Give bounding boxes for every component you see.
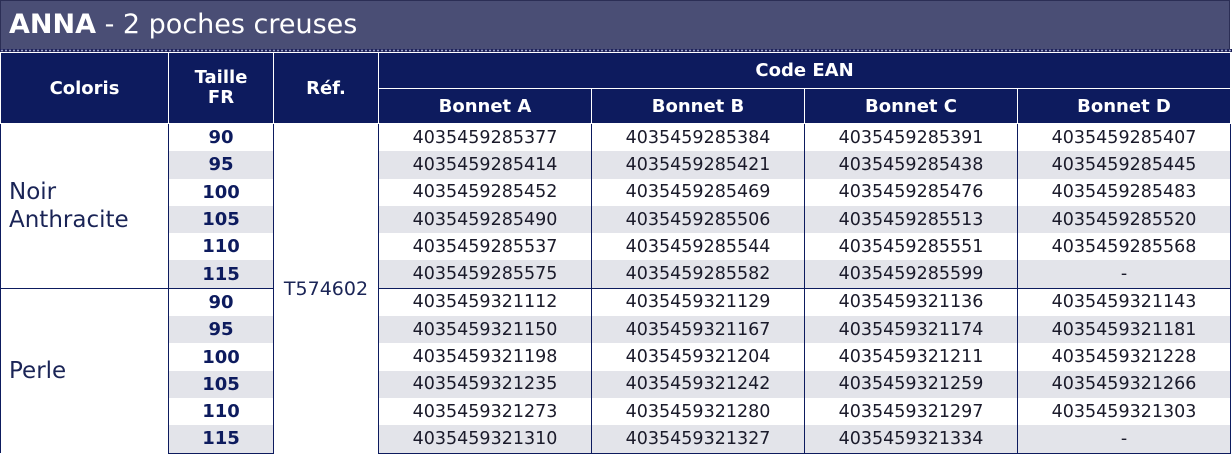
- ean-cell: 4035459285377: [379, 124, 592, 152]
- ean-cell: 4035459285520: [1018, 206, 1231, 233]
- size-cell: 90: [169, 124, 274, 152]
- size-cell: 100: [169, 343, 274, 370]
- coloris-label: Anthracite: [9, 206, 129, 233]
- table-row: [1, 288, 1231, 316]
- ean-cell: 4035459321327: [592, 425, 805, 453]
- title-description: - 2 poches creuses: [96, 9, 358, 40]
- ean-cell: 4035459321198: [379, 343, 592, 370]
- ean-cell: -: [1018, 260, 1231, 288]
- ean-cell: 4035459321259: [805, 371, 1018, 398]
- table-row: [1, 151, 1231, 178]
- ean-cell: 4035459285544: [592, 233, 805, 260]
- ean-cell: 4035459285384: [592, 124, 805, 152]
- table-row: [1, 343, 1231, 370]
- ean-cell: 4035459321266: [1018, 371, 1231, 398]
- ean-cell: 4035459285599: [805, 260, 1018, 288]
- table-row: [1, 371, 1231, 398]
- ean-cell: 4035459285490: [379, 206, 592, 233]
- table-body: [1, 124, 1231, 454]
- ean-cell: 4035459321143: [1018, 288, 1231, 316]
- ean-cell: 4035459321297: [805, 398, 1018, 425]
- header-taille-line1: Taille: [194, 67, 248, 88]
- size-cell: 100: [169, 179, 274, 206]
- ean-cell: 4035459321112: [379, 288, 592, 316]
- table-row: [1, 124, 1231, 152]
- ean-cell: 4035459321211: [805, 343, 1018, 370]
- header-bonnet-c: Bonnet C: [805, 89, 1018, 124]
- ean-cell: 4035459285476: [805, 179, 1018, 206]
- ean-cell: 4035459321235: [379, 371, 592, 398]
- ean-cell: 4035459285582: [592, 260, 805, 288]
- size-cell: 105: [169, 371, 274, 398]
- ean-cell: 4035459321228: [1018, 343, 1231, 370]
- ean-cell: 4035459285537: [379, 233, 592, 260]
- ean-cell: 4035459321242: [592, 371, 805, 398]
- header-bonnet-a: Bonnet A: [379, 89, 592, 124]
- ean-cell: 4035459321174: [805, 316, 1018, 343]
- size-cell: 95: [169, 151, 274, 178]
- ean-cell: 4035459285469: [592, 179, 805, 206]
- table-row: [1, 398, 1231, 425]
- ean-cell: 4035459285568: [1018, 233, 1231, 260]
- title-bar: [0, 0, 1230, 49]
- ean-cell: 4035459285452: [379, 179, 592, 206]
- page-title: [9, 9, 357, 41]
- ean-cell: 4035459285445: [1018, 151, 1231, 178]
- ean-cell: 4035459285506: [592, 206, 805, 233]
- table-row: [1, 260, 1231, 288]
- ean-cell: 4035459321129: [592, 288, 805, 316]
- header-taille: [169, 53, 274, 124]
- size-cell: 110: [169, 233, 274, 260]
- ean-cell: 4035459321273: [379, 398, 592, 425]
- header-taille-line2: FR: [207, 87, 235, 108]
- coloris-label: Noir: [9, 178, 57, 205]
- reference-cell: T574602: [274, 124, 379, 454]
- ean-cell: 4035459321334: [805, 425, 1018, 453]
- coloris-cell: [1, 288, 169, 453]
- ean-cell: 4035459285407: [1018, 124, 1231, 152]
- size-cell: 115: [169, 425, 274, 453]
- ean-cell: 4035459285391: [805, 124, 1018, 152]
- coloris-label: Perle: [9, 357, 67, 384]
- header-coloris: Coloris: [1, 53, 169, 124]
- ean-cell: 4035459321204: [592, 343, 805, 370]
- ean-cell: 4035459285551: [805, 233, 1018, 260]
- size-cell: 105: [169, 206, 274, 233]
- table-row: [1, 206, 1231, 233]
- ean-cell: 4035459285438: [805, 151, 1018, 178]
- table-row: [1, 233, 1231, 260]
- ean-cell: 4035459321136: [805, 288, 1018, 316]
- ean-cell: 4035459321280: [592, 398, 805, 425]
- title-product-name: ANNA: [9, 9, 96, 40]
- header-ref: Réf.: [274, 53, 379, 124]
- size-cell: 110: [169, 398, 274, 425]
- coloris-cell: [1, 124, 169, 289]
- header-bonnet-d: Bonnet D: [1018, 89, 1231, 124]
- ean-table: [0, 52, 1231, 454]
- ean-cell: -: [1018, 425, 1231, 453]
- ean-cell: 4035459321310: [379, 425, 592, 453]
- ean-cell: 4035459285414: [379, 151, 592, 178]
- table-row: [1, 179, 1231, 206]
- ean-cell: 4035459285483: [1018, 179, 1231, 206]
- ean-cell: 4035459321303: [1018, 398, 1231, 425]
- table-row: [1, 316, 1231, 343]
- ean-cell: 4035459321167: [592, 316, 805, 343]
- size-cell: 95: [169, 316, 274, 343]
- table-row: [1, 425, 1231, 453]
- ean-cell: 4035459285421: [592, 151, 805, 178]
- ean-cell: 4035459321181: [1018, 316, 1231, 343]
- size-cell: 115: [169, 260, 274, 288]
- ean-cell: 4035459285575: [379, 260, 592, 288]
- ean-cell: 4035459321150: [379, 316, 592, 343]
- header-code-ean: Code EAN: [379, 53, 1231, 89]
- size-cell: 90: [169, 288, 274, 316]
- ean-cell: 4035459285513: [805, 206, 1018, 233]
- header-bonnet-b: Bonnet B: [592, 89, 805, 124]
